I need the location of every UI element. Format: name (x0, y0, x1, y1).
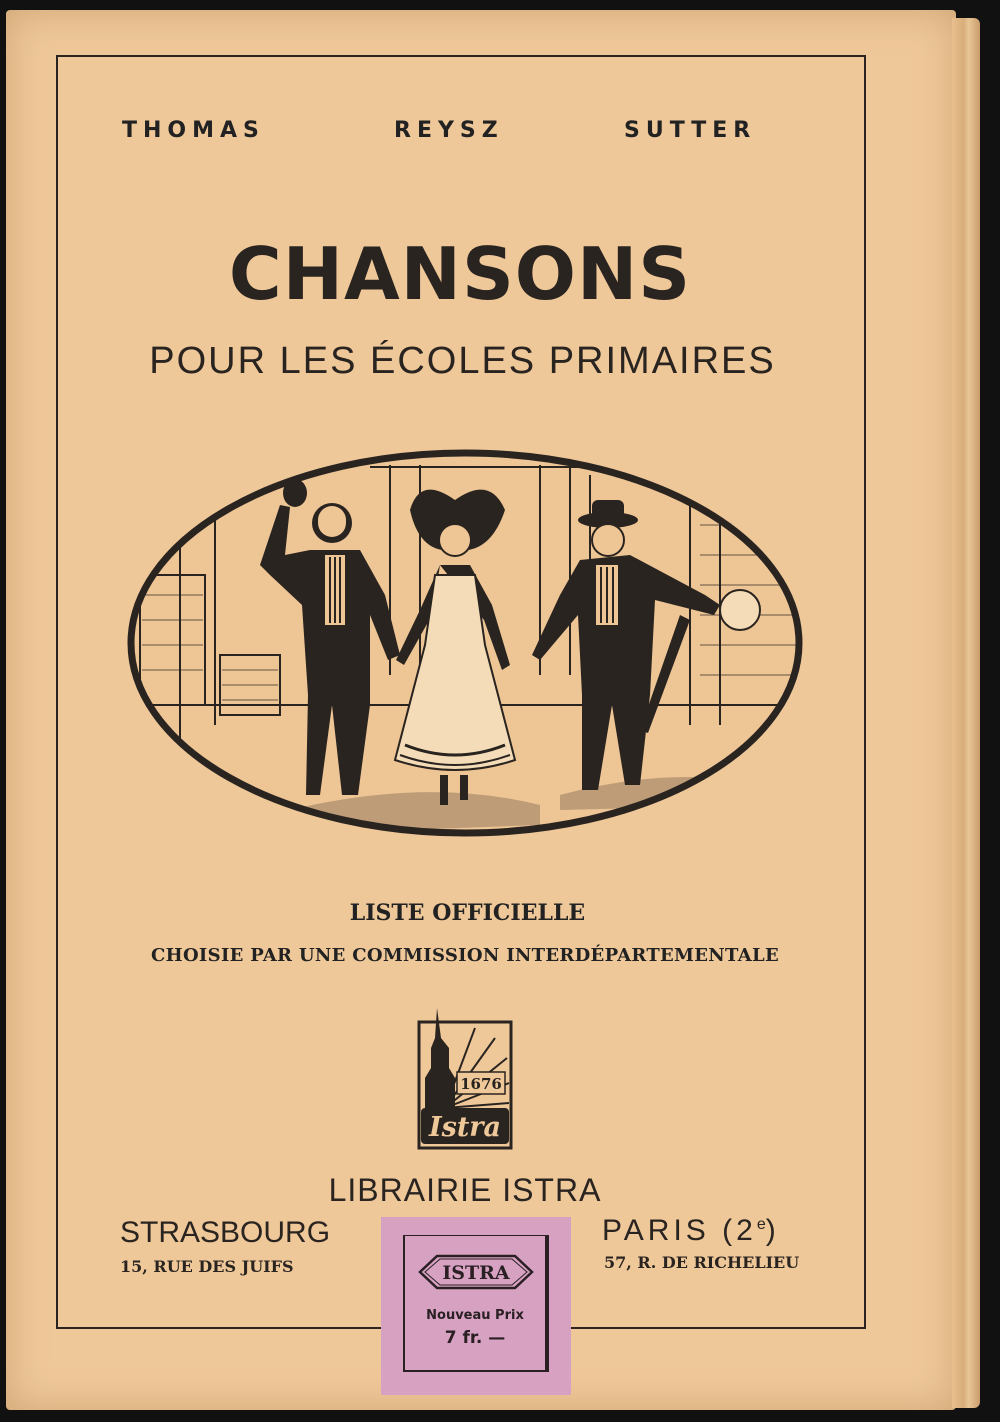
city-paris-text: PARIS (2 (602, 1214, 757, 1247)
price-sticker (381, 1217, 571, 1395)
authors-line (0, 118, 1000, 148)
official-list-heading: LISTE OFFICIELLE (349, 900, 586, 926)
logo-year: 1676 (460, 1075, 502, 1093)
sticker-frame (403, 1235, 549, 1372)
sticker-brand: ISTRA (442, 1262, 510, 1284)
sticker-new-price-label: Nouveau Prix (426, 1308, 524, 1323)
author-reysz: REYSZ (394, 118, 504, 143)
logo-name: Istra (428, 1112, 502, 1143)
city-paris-close: ) (765, 1214, 780, 1247)
istra-logo (415, 1008, 515, 1153)
city-paris (602, 1214, 780, 1248)
address-paris: 57, R. DE RICHELIEU (604, 1253, 800, 1272)
commission-subheading: CHOISIE PAR UNE COMMISSION INTERDÉPARTEMENTALE (151, 945, 779, 966)
illustration-three-dancers (120, 445, 810, 845)
city-strasbourg: STRASBOURG (120, 1216, 331, 1249)
city-paris-sup: e (756, 1216, 766, 1233)
book-title: CHANSONS (228, 232, 692, 316)
publisher-name: LIBRAIRIE ISTRA (328, 1172, 602, 1208)
sticker-price-value: 7 fr. — (444, 1328, 506, 1348)
book-subtitle: POUR LES ÉCOLES PRIMAIRES (149, 340, 776, 382)
author-sutter: SUTTER (624, 118, 757, 143)
address-strasbourg: 15, RUE DES JUIFS (120, 1257, 294, 1276)
istra-badge-icon (417, 1254, 535, 1290)
author-thomas: THOMAS (122, 118, 265, 143)
page-edges (952, 18, 980, 1408)
